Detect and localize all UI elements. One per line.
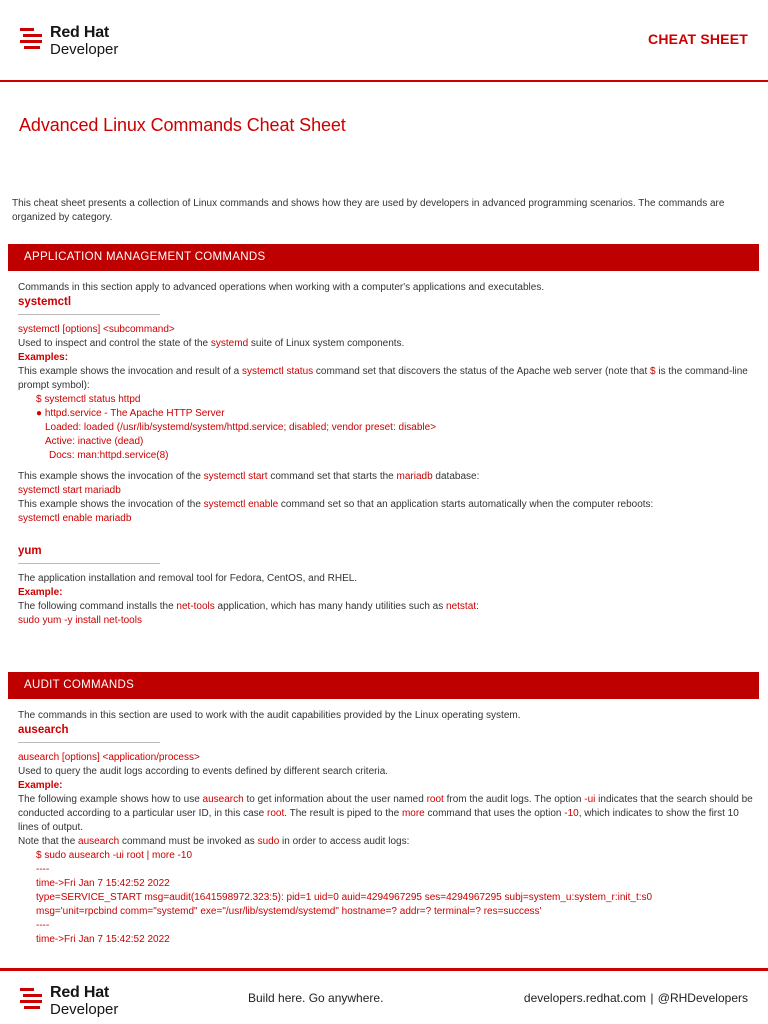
twitter-handle-link[interactable]: @RHDevelopers bbox=[657, 991, 748, 1005]
text-segment: Example: bbox=[18, 587, 63, 598]
text-line bbox=[18, 835, 753, 849]
text-line bbox=[18, 470, 753, 484]
command-heading-yum: yum bbox=[18, 545, 42, 557]
text-segment: The following example shows how to use bbox=[18, 794, 203, 805]
text-segment: The following command installs the bbox=[18, 601, 177, 612]
command-heading-systemctl: systemctl bbox=[18, 296, 72, 308]
code-output-line bbox=[18, 421, 753, 435]
section-band-application-management: APPLICATION MANAGEMENT COMMANDS bbox=[8, 244, 759, 271]
text-line bbox=[18, 600, 753, 614]
text-line bbox=[18, 498, 753, 512]
description-line bbox=[18, 793, 753, 835]
text-segment: The application installation and removal tool for Fedora, CentOS, and RHEL. bbox=[18, 573, 358, 584]
command-divider bbox=[18, 742, 160, 743]
section-audit bbox=[18, 709, 753, 947]
examples-label bbox=[18, 586, 753, 600]
code-output-line bbox=[18, 933, 753, 947]
section-intro: Commands in this section apply to advanced operations when working with a computer's applications and executables. bbox=[18, 282, 545, 293]
code-token: $ systemctl status httpd bbox=[36, 394, 141, 405]
examples-label bbox=[18, 351, 753, 365]
text-segment: This example shows the invocation of the bbox=[18, 471, 204, 482]
section-application-management bbox=[18, 281, 753, 628]
code-output-line bbox=[18, 435, 753, 449]
text-segment: command that uses the option bbox=[424, 808, 565, 819]
spacer bbox=[18, 526, 753, 544]
code-token: $ sudo ausearch -ui root | more -10 bbox=[36, 850, 193, 861]
code-token: ausearch bbox=[202, 794, 244, 805]
text-segment: Examples: bbox=[18, 352, 69, 363]
code-output-line bbox=[18, 407, 753, 421]
code-token: time->Fri Jan 7 15:42:52 2022 bbox=[36, 878, 170, 889]
code-token: systemctl enable bbox=[203, 499, 279, 510]
footer-logo-line-2: Developer bbox=[50, 1000, 119, 1018]
section-band-audit: AUDIT COMMANDS bbox=[8, 672, 759, 699]
code-token: mariadb bbox=[396, 471, 433, 482]
developers-site-link[interactable]: developers.redhat.com bbox=[523, 991, 646, 1005]
code-output-line bbox=[18, 919, 753, 933]
code-output-line bbox=[18, 891, 753, 905]
code-token: Loaded: loaded (/usr/lib/systemd/system/httpd.service; disabled; vendor preset: disable> bbox=[45, 422, 437, 433]
command-body-ausearch bbox=[18, 751, 753, 947]
text-line bbox=[18, 323, 753, 337]
command-body-yum bbox=[18, 572, 753, 628]
code-token: systemctl status bbox=[242, 366, 314, 377]
code-token: systemctl [options] <subcommand> bbox=[18, 324, 175, 335]
code-token: ausearch [options] <application/process> bbox=[18, 752, 200, 763]
text-segment: , which indicates to show the first 10 lines of output. bbox=[18, 808, 739, 833]
text-line bbox=[18, 337, 753, 351]
text-segment: : bbox=[476, 601, 479, 612]
description-line bbox=[18, 365, 753, 393]
text-segment: command set that discovers the status of the Apache web server (note that bbox=[313, 366, 651, 377]
red-hat-developer-logo[interactable] bbox=[20, 25, 118, 58]
code-output-line bbox=[18, 393, 753, 407]
logo-bars-icon bbox=[20, 988, 44, 1010]
text-segment: command set so that an application starts automatically when the computer reboots: bbox=[278, 499, 654, 510]
code-output-line bbox=[18, 449, 753, 463]
text-segment: database: bbox=[432, 471, 480, 482]
code-token: systemctl start mariadb bbox=[18, 485, 121, 496]
header-divider bbox=[0, 80, 768, 82]
page-title: Advanced Linux Commands Cheat Sheet bbox=[19, 115, 346, 135]
code-token: ---- bbox=[36, 864, 50, 875]
section-intro: The commands in this section are used to work with the audit capabilities provided by the Linux operating system. bbox=[18, 710, 521, 721]
text-segment: suite of Linux system components. bbox=[248, 338, 405, 349]
code-token: Active: inactive (dead) bbox=[45, 436, 144, 447]
code-token: systemctl start bbox=[203, 471, 268, 482]
examples-label bbox=[18, 779, 753, 793]
code-output-line bbox=[18, 849, 753, 863]
code-token: sudo yum -y install net-tools bbox=[18, 615, 142, 626]
code-token: msg='unit=rpcbind comm="systemd" exe="/usr/lib/systemd/systemd" hostname=? addr=? terminal=? res=success' bbox=[36, 906, 542, 917]
text-segment: Used to inspect and control the state of the bbox=[18, 338, 211, 349]
code-token: $ bbox=[650, 366, 656, 377]
footer-logo-line-1: Red Hat bbox=[50, 984, 110, 1001]
code-token: more bbox=[401, 808, 425, 819]
command-body-systemctl bbox=[18, 323, 753, 544]
code-token: net-tools bbox=[176, 601, 215, 612]
page-header bbox=[0, 0, 768, 82]
code-output-line bbox=[18, 863, 753, 877]
code-token: root bbox=[426, 794, 444, 805]
text-segment: command set that starts the bbox=[267, 471, 397, 482]
text-line bbox=[18, 614, 753, 628]
text-segment: Example: bbox=[18, 780, 63, 791]
spacer bbox=[18, 463, 753, 470]
code-token: Docs: man:httpd.service(8) bbox=[49, 450, 169, 461]
code-token: root bbox=[267, 808, 285, 819]
text-line bbox=[18, 484, 753, 498]
text-segment: . The result is piped to the bbox=[284, 808, 402, 819]
text-line bbox=[18, 512, 753, 526]
text-segment: command must be invoked as bbox=[119, 836, 258, 847]
text-line bbox=[18, 572, 753, 586]
text-segment: in order to access audit logs: bbox=[279, 836, 410, 847]
logo-line-2: Developer bbox=[50, 40, 119, 58]
text-segment: This example shows the invocation of the bbox=[18, 499, 204, 510]
code-token: sudo bbox=[257, 836, 280, 847]
code-output-line bbox=[18, 877, 753, 891]
code-token: ausearch bbox=[78, 836, 120, 847]
intro-paragraph: This cheat sheet presents a collection of Linux commands and shows how they are used by developers in advanced programming scenarios. The commands are organized by category. bbox=[12, 198, 725, 223]
code-token: type=SERVICE_START msg=audit(1641598972.323:5): pid=1 uid=0 auid=4294967295 ses=4294967295 subj=system_u:system_r:init_t:s0 bbox=[36, 892, 653, 903]
text-segment: is the command-line prompt symbol): bbox=[18, 366, 748, 391]
footer-red-hat-developer-logo[interactable] bbox=[20, 985, 118, 1018]
footer-tagline: Build here. Go anywhere. bbox=[248, 991, 384, 1005]
footer-links bbox=[524, 991, 748, 1005]
command-heading-ausearch: ausearch bbox=[18, 724, 69, 736]
text-line bbox=[18, 765, 753, 779]
code-token: netstat bbox=[446, 601, 477, 612]
code-token: systemd bbox=[210, 338, 249, 349]
code-token: -ui bbox=[584, 794, 596, 805]
logo-bars-icon bbox=[20, 28, 44, 50]
command-divider bbox=[18, 314, 160, 315]
text-segment: to get information about the user named bbox=[243, 794, 427, 805]
text-segment: indicates that the search should be conducted according to a particular user ID, in this case bbox=[18, 794, 753, 819]
cheat-sheet-label: CHEAT SHEET bbox=[648, 31, 748, 47]
text-segment: application, which has many handy utilities such as bbox=[214, 601, 447, 612]
text-segment: from the audit logs. The option bbox=[443, 794, 585, 805]
page-footer bbox=[0, 968, 768, 1024]
footer-divider bbox=[0, 968, 768, 971]
text-segment: Used to query the audit logs according to events defined by different search criteria. bbox=[18, 766, 389, 777]
code-token: -10 bbox=[564, 808, 579, 819]
code-token: ● httpd.service - The Apache HTTP Server bbox=[36, 408, 225, 419]
code-token: time->Fri Jan 7 15:42:52 2022 bbox=[36, 934, 170, 945]
logo-line-1: Red Hat bbox=[50, 24, 110, 41]
command-divider bbox=[18, 563, 160, 564]
code-output-line bbox=[18, 905, 753, 919]
text-line bbox=[18, 751, 753, 765]
text-segment: This example shows the invocation and result of a bbox=[18, 366, 243, 377]
footer-separator: | bbox=[650, 991, 654, 1005]
code-token: ---- bbox=[36, 920, 50, 931]
code-token: systemctl enable mariadb bbox=[18, 513, 132, 524]
text-segment: Note that the bbox=[18, 836, 79, 847]
